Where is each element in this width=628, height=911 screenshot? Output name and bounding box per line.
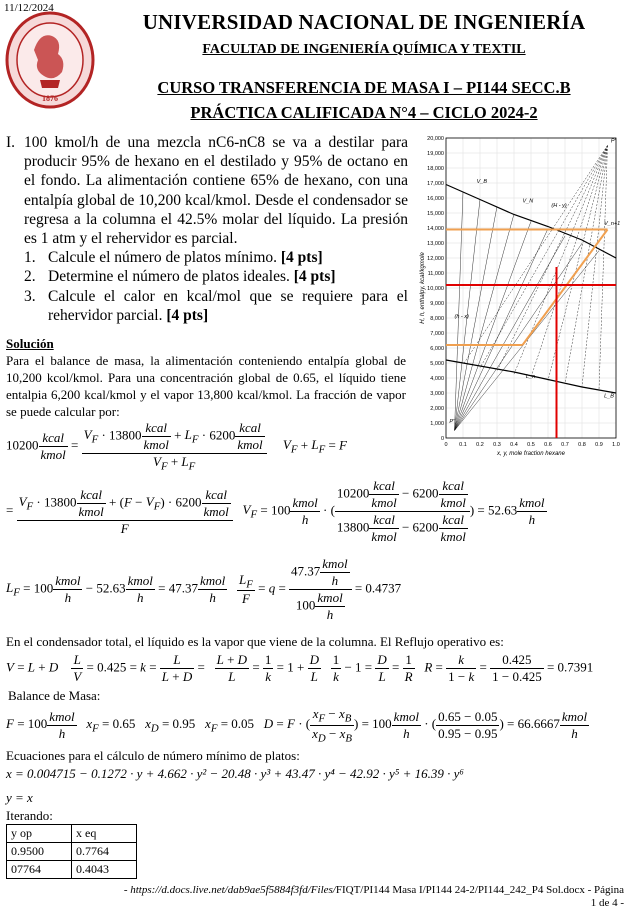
page-footer: - https://d.docs.live.net/dab9ae5f5884f3fd/Files/FIQT/PI144 Masa I/PI144 24-2/PI144_242_P4 Sol.docx - Página 1 de 4 -	[123, 884, 624, 909]
construction-line	[599, 146, 608, 390]
x-tick-label: 0.7	[561, 442, 569, 448]
y-tick-label: 8,000	[430, 316, 444, 322]
y-tick-label: 11,000	[427, 271, 444, 277]
table-cell: 0.9500	[7, 843, 72, 861]
curve-label: (h - x)	[454, 314, 469, 320]
y-tick-label: 18,000	[427, 166, 444, 172]
solution-paragraph-1: Para el balance de masa, la alimentación conteniendo entalpía global de 10,200 kcol/kmol. Para una concentración global de 0.65, el líquido tiene entalpia 6,200 kcal/kmol y el vapor 13,800 kcal/kmol. La fracción de vapor se puede calcular por:	[6, 353, 406, 419]
y-tick-label: 2,000	[430, 406, 444, 412]
y-tick-label: 1,000	[430, 421, 444, 427]
x-axis-label: x, y, mole fraction hexane	[497, 451, 565, 457]
curve-label: V_B	[476, 179, 488, 185]
construction-line	[455, 192, 464, 431]
faculty-title: FACULTAD DE INGENIERÍA QUÍMICA Y TEXTIL	[202, 42, 526, 57]
vapor-fraction-equation: = $V_F \cdot 13800$ $\frac{\text{kcal}}{\text{kmol}}$ + $(F - V_F) \cdot 6200$ $\frac{\text{kcal}}{\text{kmol}}$ F $V_F = 100$ $\frac{\text{kmol}}{h}$ · ( 10200 $\frac{\text{kcal}}{\text{kmol}}$ − 6200 $\frac{\text{kcal}}{\text{kmol}}$ 13800 $\frac{\text{kcal}}{\text{kmol}}$ − 6200 $\frac{\text{kcal}}{\text{kmol}}$ ) = 52.63 $\frac{\text{kmol}}{h}$	[6, 478, 545, 544]
university-seal-logo	[4, 10, 96, 110]
curve-label: P'	[610, 138, 616, 145]
y-tick-label: 0	[440, 436, 444, 442]
print-date: 11/12/2024	[4, 2, 54, 14]
construction-line	[514, 146, 608, 375]
problem-statement	[6, 133, 408, 325]
x-tick-label: 0.6	[544, 442, 552, 448]
table-header: y op	[7, 825, 72, 843]
y-tick-label: 12,000	[427, 256, 444, 262]
university-title: UNIVERSIDAD NACIONAL DE INGENIERÍA	[142, 10, 586, 34]
construction-line	[531, 146, 608, 378]
curve-label: V_n+1	[604, 221, 621, 227]
question-item: 2. Determine el número de platos ideales. [4 pts]	[24, 268, 336, 286]
chart-axes	[420, 136, 620, 457]
y-tick-label: 4,000	[430, 376, 444, 382]
question-item: 1. Calcule el número de platos mínimo. [4 pts]	[24, 249, 323, 267]
curve-label: L_B	[604, 393, 614, 400]
x-tick-label: 0.1	[459, 442, 467, 448]
x-tick-label: 0.4	[510, 442, 518, 448]
curve-label: (H - y)	[551, 203, 567, 209]
y-tick-label: 13,000	[427, 241, 444, 247]
curve-label: V_N	[522, 198, 534, 205]
question-list	[6, 248, 408, 325]
x-tick-label: 0.3	[493, 442, 501, 448]
problem-number: I.	[6, 134, 16, 151]
y-tick-label: 19,000	[427, 151, 444, 157]
svg-text:1876: 1876	[42, 94, 58, 103]
construction-line	[455, 214, 515, 431]
y-axis-label: H, h, enthalpy, kcal/kgmole	[420, 252, 426, 324]
solution-title: Solución	[6, 336, 54, 351]
y-tick-label: 5,000	[430, 361, 444, 367]
table-row	[7, 843, 137, 861]
practice-title: PRÁCTICA CALIFICADA N°4 – CICLO 2024-2	[190, 103, 538, 122]
curve-label: P"	[449, 419, 456, 425]
x-tick-label: 1.0	[612, 442, 620, 448]
liquid-fraction-equation: $L_F = 100$ $\frac{\text{kmol}}{h}$ − 52.63 $\frac{\text{kmol}}{h}$ = 47.37 $\frac{\text{kmol}}{h}$ $\frac{L_F}{F}$ = q = 47.37 $\frac{\text{kmol}}{h}$ 100 $\frac{\text{kmol}}{h}$ = 0.4737	[6, 556, 402, 622]
enthalpy-balance-equation: 10200 $\frac{\text{kcal}}{\text{kmol}}$ = $V_F \cdot 13800$ $\frac{\text{kcal}}{\text{kmol}}$ + $L_F \cdot 6200$ $\frac{\text{kcal}}{\text{kmol}}$ $V_F + L_F$ $V_F + L_F = F$	[6, 420, 347, 473]
min-plates-label: Ecuaciones para el cálculo de número mínimo de platos:	[6, 748, 300, 763]
y-tick-label: 20,000	[427, 136, 444, 142]
construction-line	[455, 243, 583, 430]
y-tick-label: 10,000	[427, 286, 444, 292]
y-tick-label: 17,000	[427, 181, 444, 187]
iteration-table	[6, 824, 137, 879]
table-cell: 0.4043	[72, 861, 137, 879]
question-item: 3. Calcule el calor en kcal/mol que se requiere para el rehervidor parcial. [4 pts]	[24, 287, 408, 324]
x-tick-label: 0.2	[476, 442, 484, 448]
table-cell: 0.7764	[72, 843, 137, 861]
y-tick-label: 7,000	[430, 331, 444, 337]
y-tick-label: 15,000	[427, 211, 444, 217]
equilibrium-polynomial: x = 0.004715 − 0.1272 · y + 4.662 · y² − 20.48 · y³ + 43.47 · y⁴ − 42.92 · y⁵ + 16.39 · y⁶	[6, 766, 464, 781]
table-row	[7, 861, 137, 879]
x-tick-label: 0.8	[578, 442, 586, 448]
x-tick-label: 0.5	[527, 442, 535, 448]
course-title: CURSO TRANSFERENCIA DE MASA I – PI144 SECC.B	[157, 78, 571, 97]
solution-paragraph-2: En el condensador total, el líquido es la vapor que viene de la columna. El Reflujo operativo es:	[6, 634, 504, 649]
y-tick-label: 9,000	[430, 301, 444, 307]
table-header: x eq	[72, 825, 137, 843]
x-tick-label: 0	[444, 442, 448, 448]
mass-balance-equation: F = 100 $\frac{\text{kmol}}{h}$ $x_F = 0.65$ $x_D = 0.95$ $x_F = 0.05$ D = F · ( $\frac{x_F - x_B}{x_D - x_B}$ ) = 100 $\frac{\text{kmol}}{h}$ · ( $\frac{0.65 - 0.05}{0.95 - 0.95}$ ) = 66.6667 $\frac{\text{kmol}}{h}$	[6, 706, 588, 745]
curve-label: L_n	[525, 374, 536, 380]
y-tick-label: 3,000	[430, 391, 444, 397]
y-tick-label: 16,000	[427, 196, 444, 202]
reflux-equation: V = L + D $\frac{L}{V}$ = 0.425 = k = $\frac{L}{L + D}$ = $\frac{L + D}{L}$ = $\frac{1}{k}$ = 1 + $\frac{D}{L}$ $\frac{1}{k}$ − 1 = $\frac{D}{L}$ = $\frac{1}{R}$ R = $\frac{k}{1 - k}$ = $\frac{0.425}{1 - 0.425}$ = 0.7391	[6, 652, 594, 684]
table-cell: 07764	[7, 861, 72, 879]
mass-balance-label: Balance de Masa:	[8, 688, 101, 703]
y-tick-label: 14,000	[427, 226, 444, 232]
enthalpy-composition-chart	[416, 132, 624, 472]
x-tick-label: 0.9	[595, 442, 603, 448]
iteration-label: Iterando:	[6, 808, 53, 823]
operating-line: y = x	[6, 790, 33, 805]
problem-text: 100 kmol/h de una mezcla nC6-nC8 se va a destilar para producir 95% de hexano en el destilado y 95% de octano en el fondo. La alimentación contiene 65% de hexano, con una entalpía global de 10,200 kcal/kmol. Desde el condensador se regresa a la columna el 42.5% molar del líquido. La presión es 1 atm y el rehervidor es parcial.	[24, 134, 408, 248]
table-header-row	[7, 825, 137, 843]
y-tick-label: 6,000	[430, 346, 444, 352]
